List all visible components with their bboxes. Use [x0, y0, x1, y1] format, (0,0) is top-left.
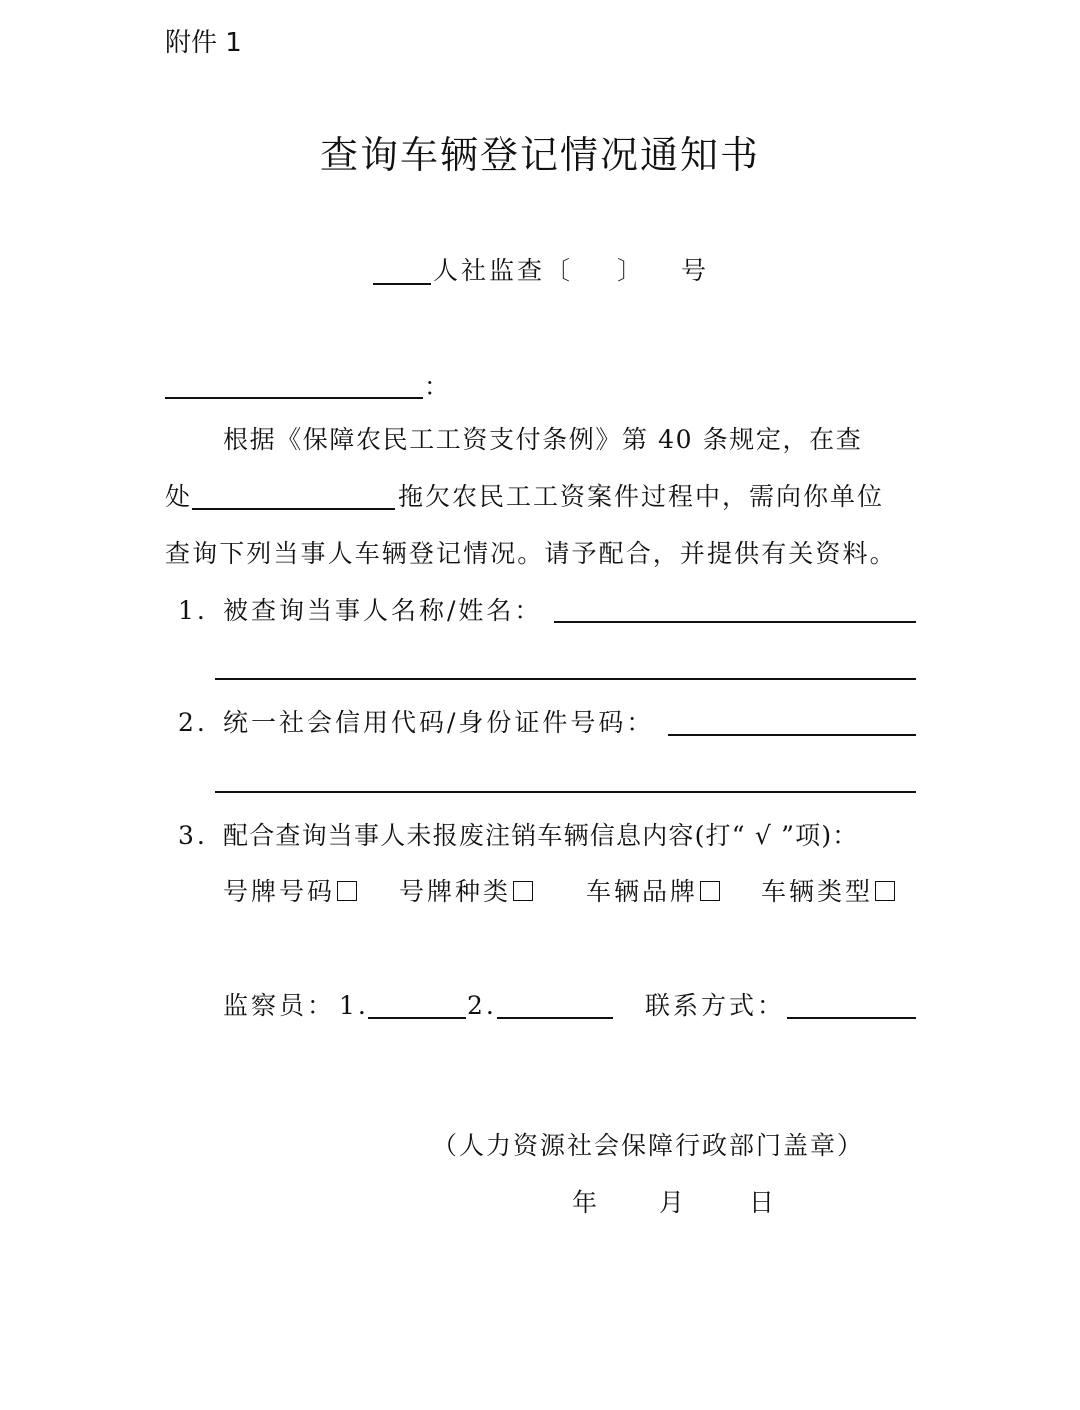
paragraph-line-3: 查询下列当事人车辆登记情况。请予配合，并提供有关资料。: [165, 539, 897, 568]
addressee-blank[interactable]: [165, 397, 423, 399]
option-vehicle-type[interactable]: [761, 879, 895, 904]
date-year: 年: [572, 1188, 601, 1217]
item-2-blank-continued[interactable]: [215, 791, 916, 793]
item-1-number: 1.: [178, 596, 208, 625]
option-vehicle-brand[interactable]: [586, 879, 720, 904]
item-1-blank[interactable]: [554, 621, 916, 623]
attachment-label: 附件 1: [165, 28, 242, 58]
option-plate-number-label: 号牌号码: [223, 877, 336, 906]
item-1-label: 被查询当事人名称/姓名：: [223, 596, 543, 625]
item-2-label: 统一社会信用代码/身份证件号码：: [223, 708, 655, 737]
paragraph-line-2-suffix: 拖欠农民工工资案件过程中，需向你单位: [398, 482, 885, 511]
case-subject-blank[interactable]: [192, 508, 395, 510]
checkbox-icon[interactable]: [513, 881, 533, 901]
option-vehicle-type-label: 车辆类型: [761, 877, 874, 906]
option-plate-number[interactable]: [223, 879, 357, 904]
option-plate-type[interactable]: [399, 879, 533, 904]
checkbox-icon[interactable]: [337, 881, 357, 901]
item-2-number: 2.: [178, 708, 208, 737]
inspector-2-blank[interactable]: [497, 1017, 613, 1019]
ref-suffix: 号: [681, 256, 710, 285]
document-title: 查询车辆登记情况通知书: [319, 133, 760, 177]
inspector-1-blank[interactable]: [368, 1017, 466, 1019]
date-month: 月: [659, 1188, 688, 1217]
checkbox-icon[interactable]: [875, 881, 895, 901]
item-1-blank-continued[interactable]: [215, 678, 916, 680]
ref-prefix-blank[interactable]: [373, 283, 431, 285]
item-3-label: 配合查询当事人未报废注销车辆信息内容(打“ √ ”项)：: [223, 821, 859, 850]
date-day: 日: [749, 1188, 778, 1217]
item-2-blank[interactable]: [668, 734, 916, 736]
seal-note: （人力资源社会保障行政部门盖章）: [432, 1131, 865, 1160]
ref-close-bracket: 〕: [617, 256, 646, 285]
inspectors-label: 监察员：: [223, 991, 336, 1020]
contact-label: 联系方式：: [645, 991, 786, 1020]
addressee-colon: ：: [424, 372, 453, 401]
option-plate-type-label: 号牌种类: [399, 877, 512, 906]
inspector-1-number: 1.: [339, 991, 369, 1020]
contact-blank[interactable]: [787, 1017, 916, 1019]
item-3-number: 3.: [178, 821, 208, 850]
paragraph-line-1: 根据《保障农民工工资支付条例》第 40 条规定，在查: [223, 425, 863, 454]
inspector-2-number: 2.: [467, 991, 497, 1020]
checkbox-icon[interactable]: [700, 881, 720, 901]
ref-text: 人社监查〔: [433, 256, 574, 285]
paragraph-line-2-prefix: 处: [165, 482, 194, 511]
option-vehicle-brand-label: 车辆品牌: [586, 877, 699, 906]
